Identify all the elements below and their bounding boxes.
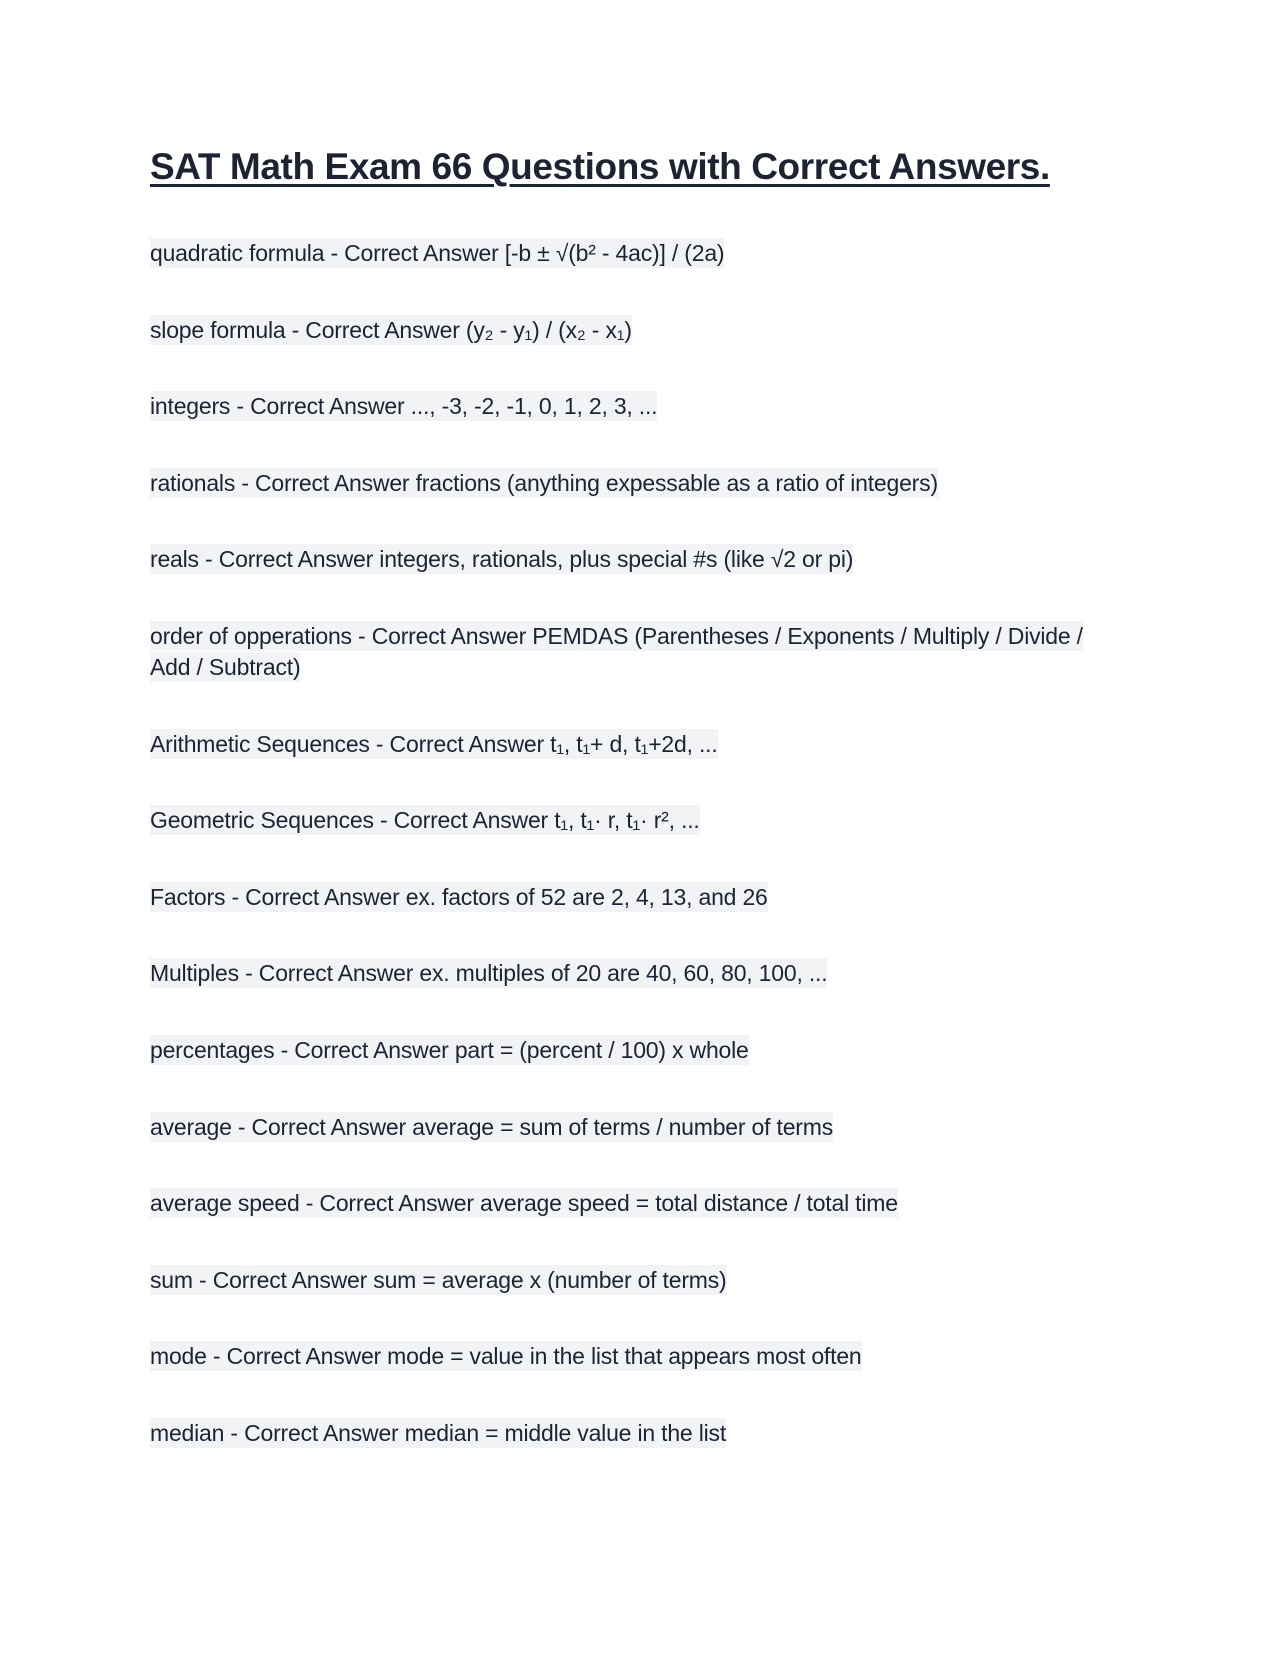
qa-entry-text: percentages - Correct Answer part = (percent / 100) x whole — [150, 1036, 749, 1063]
qa-entry — [150, 544, 1100, 594]
qa-entry — [150, 621, 1100, 702]
qa-entry-text: Geometric Sequences - Correct Answer t₁, t₁· r, t₁· r², ... — [150, 807, 700, 834]
qa-entry-text: slope formula - Correct Answer (y₂ - y₁) / (x₂ - x₁) — [150, 316, 632, 343]
qa-entry-text: reals - Correct Answer integers, rationals, plus special #s (like √2 or pi) — [150, 546, 854, 573]
qa-entry-text: average - Correct Answer average = sum of terms / number of terms — [150, 1113, 834, 1140]
qa-entry — [150, 882, 1100, 932]
qa-entry-text: Arithmetic Sequences - Correct Answer t₁, t₁+ d, t₁+2d, ... — [150, 730, 718, 757]
qa-entry-text: rationals - Correct Answer fractions (anything expessable as a ratio of integers) — [150, 469, 938, 496]
qa-entry — [150, 1188, 1100, 1238]
qa-entry — [150, 1341, 1100, 1391]
qa-entry — [150, 468, 1100, 518]
qa-entry-text: order of opperations - Correct Answer PEMDAS (Parentheses / Exponents / Multiply / Divide / Add / Subtract) — [150, 622, 1083, 680]
qa-entry — [150, 805, 1100, 855]
qa-list — [150, 238, 1100, 1495]
qa-entry-text: average speed - Correct Answer average speed = total distance / total time — [150, 1190, 898, 1217]
qa-entry — [150, 729, 1100, 779]
qa-entry — [150, 958, 1100, 1008]
qa-entry — [150, 1418, 1100, 1468]
qa-entry — [150, 1265, 1100, 1315]
qa-entry-text: sum - Correct Answer sum = average x (number of terms) — [150, 1266, 727, 1293]
qa-entry-text: integers - Correct Answer ..., -3, -2, -1, 0, 1, 2, 3, ... — [150, 393, 658, 420]
document-title: SAT Math Exam 66 Questions with Correct Answers. — [150, 146, 1050, 187]
qa-entry — [150, 315, 1100, 365]
qa-entry-text: quadratic formula - Correct Answer [-b ± √(b² - 4ac)] / (2a) — [150, 240, 725, 266]
qa-entry — [150, 1035, 1100, 1085]
qa-entry-text: Multiples - Correct Answer ex. multiples of 20 are 40, 60, 80, 100, ... — [150, 960, 828, 987]
qa-entry-text: mode - Correct Answer mode = value in the list that appears most often — [150, 1343, 862, 1370]
qa-entry — [150, 1112, 1100, 1162]
qa-entry-text: Factors - Correct Answer ex. factors of 52 are 2, 4, 13, and 26 — [150, 883, 768, 910]
qa-entry-text: median - Correct Answer median = middle value in the list — [150, 1419, 727, 1446]
qa-entry — [150, 238, 1100, 288]
qa-entry — [150, 391, 1100, 441]
